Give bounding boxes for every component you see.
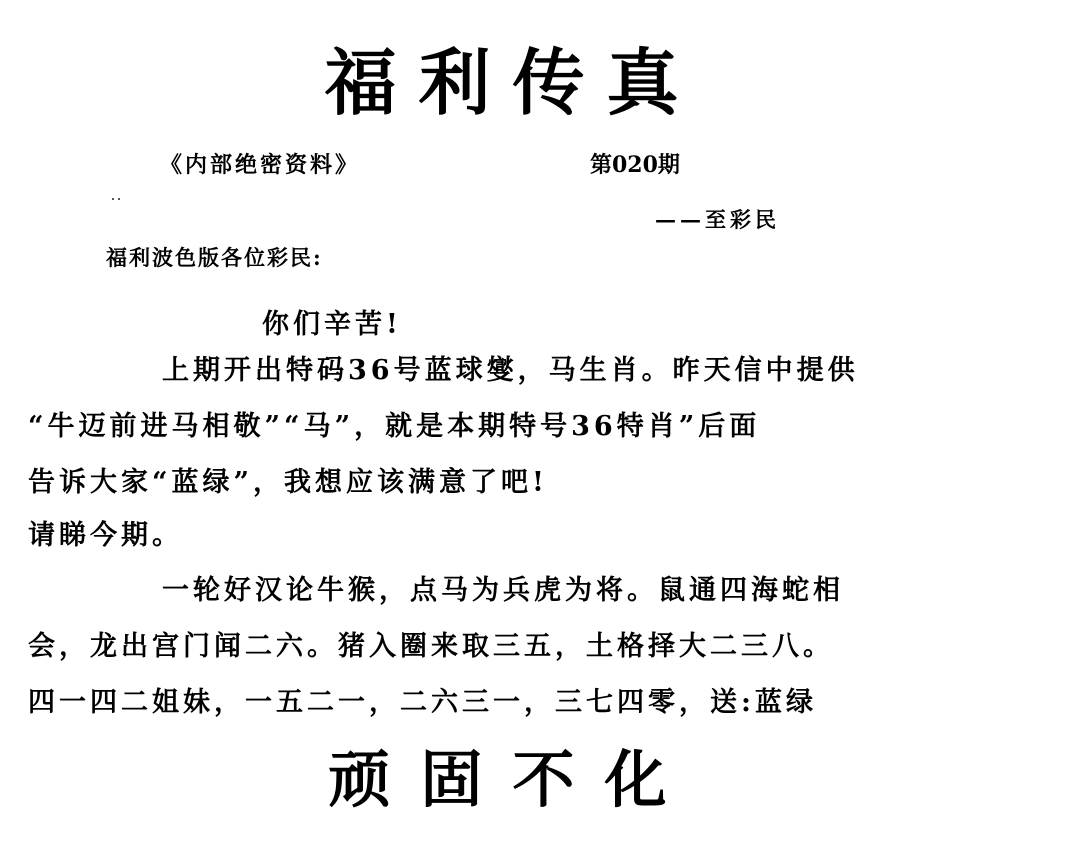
paragraph-1 <box>28 343 1058 511</box>
issue-number: 第020期 <box>590 152 680 178</box>
paragraph-line: 上期开出特码36号蓝球燮，马生肖。昨天信中提供 <box>162 355 859 386</box>
paragraph-line: 告诉大家“蓝绿”，我想应该满意了吧! <box>28 467 548 498</box>
signature-line: ——至彩民 <box>655 207 780 232</box>
paragraph-line: 请睇今期。 <box>28 520 183 551</box>
paragraph-line: “牛迈前进马相敬”“马”，就是本期特号36特肖”后面 <box>28 411 761 442</box>
paragraph-line: 一轮好汉论牛猴，点马为兵虎为将。鼠通四海蛇相 <box>162 575 844 606</box>
greeting-line: 福利波色版各位彩民: <box>106 245 323 270</box>
scan-speck <box>112 198 114 200</box>
document-title: 福利传真 <box>324 40 701 125</box>
paragraph-3 <box>28 563 1058 731</box>
paragraph-line: 会，龙出宫门闻二六。猪入圈来取三五，土格择大二三八。 <box>28 631 834 662</box>
paragraph-line: 四一四二姐妹，一五二一，二六三一，三七四零，送:蓝绿 <box>28 687 817 718</box>
footer-slogan: 顽固不化 <box>328 743 697 816</box>
source-label: 《内部绝密资料》 <box>160 152 361 178</box>
paragraph-2 <box>28 508 1058 564</box>
scan-speck <box>118 198 120 200</box>
hello-line: 你们辛苦! <box>262 309 402 340</box>
